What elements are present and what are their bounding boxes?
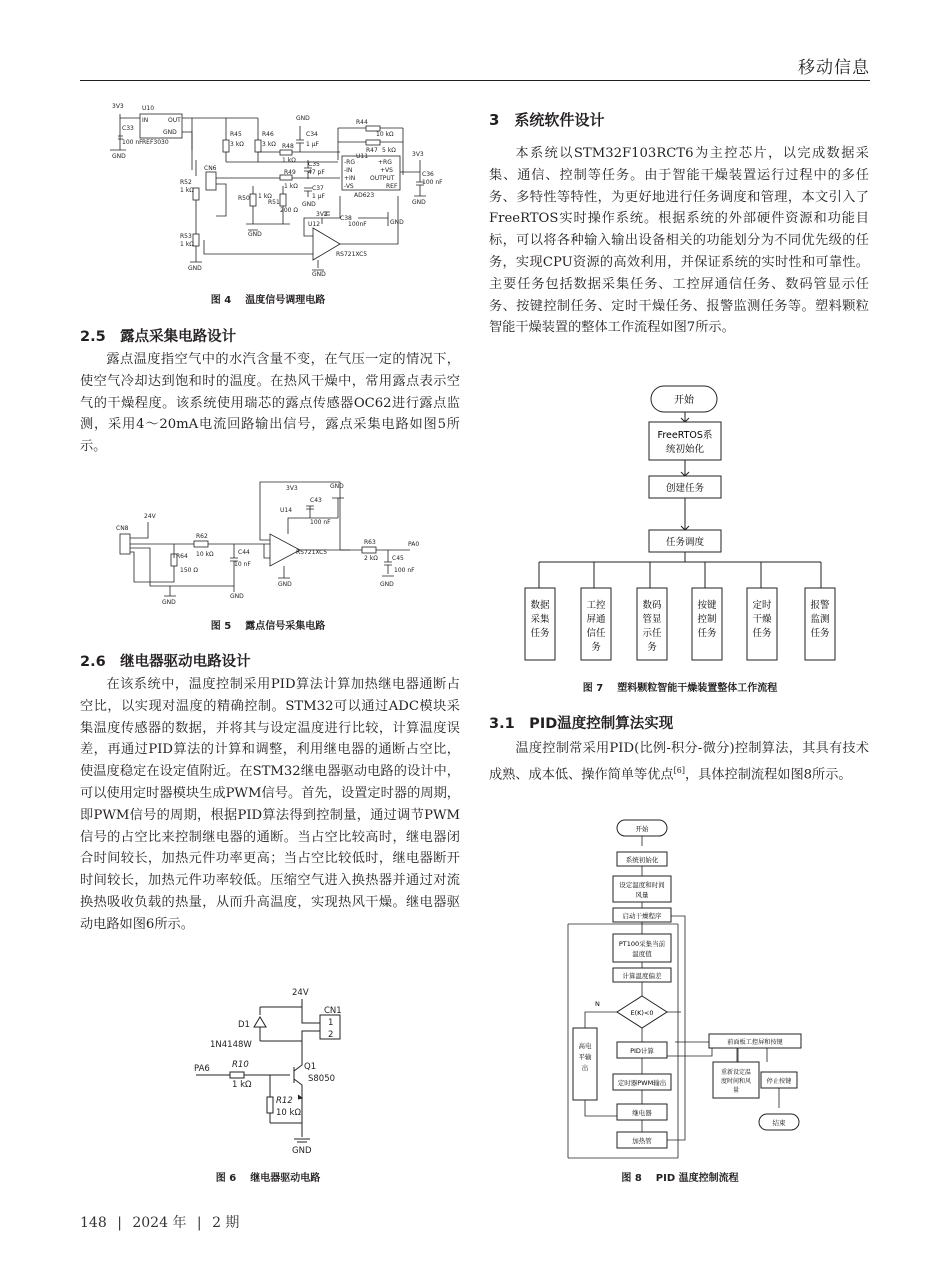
- fig8-step-1-text: 系统初始化: [625, 856, 659, 864]
- svg-text:C43: C43: [310, 497, 322, 504]
- figure-7-caption: [489, 679, 871, 694]
- svg-text:100 nF: 100 nF: [394, 567, 415, 574]
- svg-text:C44: C44: [238, 549, 250, 556]
- svg-text:CN6: CN6: [204, 165, 217, 172]
- figure-8-flowchart: [565, 816, 805, 1161]
- section-3-1-text-b: ，具体控制流程如图8所示。: [684, 767, 852, 783]
- svg-text:R48: R48: [282, 143, 294, 150]
- fig7-task-3-line-2: 管显: [642, 614, 662, 625]
- fig8-step-2-line-2: 风量: [635, 891, 649, 899]
- section-3-1-text: [489, 738, 869, 786]
- figure-8-title: PID 温度控制流程: [655, 1173, 739, 1184]
- fig8-high-level-line-1: 高电: [578, 1042, 592, 1050]
- figure-6-number: 图 6: [215, 1173, 237, 1184]
- fig7-task-6-line-2: 监测: [810, 614, 830, 625]
- svg-text:200 Ω: 200 Ω: [280, 207, 298, 214]
- figure-6-title: 继电器驱动电路: [250, 1173, 321, 1184]
- svg-text:GND: GND: [278, 581, 292, 588]
- svg-text:RS721XC5: RS721XC5: [296, 549, 328, 556]
- svg-text:IN: IN: [142, 117, 149, 124]
- svg-text:GND: GND: [312, 271, 326, 278]
- svg-text:R44: R44: [356, 119, 368, 126]
- section-2-6-text: 在该系统中，温度控制采用PID算法计算加热继电器通断占空比，以实现对温度的精确控制。STM32可以通过ADC模块采集温度传感器的数据，并将其与设定温度进行比较，计算温度误差，再通过PID算法的计算和调整，利用继电器的通断占空比，使温度稳定在设定值附近。在STM32继电器驱动电路的设计中，可以使用定时器模块生成PWM信号。首先，设置定时器的周期，即PWM信号的周期，根据PID算法得到控制量，通过调节PWM信号的占空比来控制继电器的通断。当占空比较高时，继电器闭合时间较长，加热元件功率更高；当占空比较低时，继电器断开时间较长，加热元件功率较低。压缩空气进入换热器并通过对流换热吸收负载的热量，从而升高温度，实现热风干燥。继电器驱动电路如图6所示。: [80, 677, 460, 932]
- fig8-high-level-line-2: 平输: [578, 1053, 592, 1061]
- svg-text:100 nF: 100 nF: [422, 179, 443, 186]
- svg-text:OUT: OUT: [168, 117, 181, 124]
- footer-issue: 2 期: [212, 1215, 240, 1231]
- svg-text:R62: R62: [196, 533, 208, 540]
- svg-text:10 kΩ: 10 kΩ: [276, 1108, 301, 1118]
- svg-text:3V3: 3V3: [316, 211, 328, 218]
- footer-separator-1: |: [117, 1215, 122, 1231]
- svg-text:R47: R47: [366, 147, 378, 154]
- svg-text:AD623: AD623: [354, 192, 375, 199]
- fig8-step-4-line-1: PT100采集当前: [618, 940, 666, 948]
- svg-text:1: 1: [328, 1018, 334, 1028]
- svg-text:R50: R50: [238, 195, 250, 202]
- fig8-step-3-text: 启动干燥程序: [622, 912, 662, 920]
- figure-5-number: 图 5: [210, 621, 232, 632]
- fig7-create-text: 创建任务: [665, 483, 705, 494]
- footer-year: 2024 年: [132, 1215, 187, 1231]
- svg-text:C33: C33: [122, 125, 134, 132]
- svg-text:1 kΩ: 1 kΩ: [282, 157, 296, 164]
- figure-4-title: 温度信号调理电路: [245, 295, 326, 306]
- footer-separator-2: |: [196, 1215, 202, 1231]
- figure-6-circuit: [190, 985, 360, 1157]
- svg-text:C36: C36: [422, 171, 434, 178]
- svg-text:D1: D1: [238, 1020, 250, 1030]
- svg-text:GND: GND: [412, 199, 426, 206]
- section-3-1-text-a: 温度控制常采用PID(比例-积分-微分)控制算法，其具有技术成熟、成本低、操作简单等优点: [489, 741, 869, 783]
- fig8-decision-text: E(K)<0: [630, 1009, 654, 1017]
- svg-text:1 kΩ: 1 kΩ: [284, 183, 298, 190]
- fig7-task-1-line-2: 采集: [530, 614, 550, 625]
- svg-text:5 kΩ: 5 kΩ: [382, 147, 396, 154]
- svg-text:3 kΩ: 3 kΩ: [262, 141, 276, 148]
- header-rule: [80, 80, 870, 81]
- page-footer: [80, 1212, 239, 1232]
- svg-text:2 kΩ: 2 kΩ: [364, 555, 378, 562]
- svg-text:GND: GND: [162, 599, 176, 606]
- figure-7-number: 图 7: [582, 683, 604, 694]
- svg-text:1N4148W: 1N4148W: [210, 1040, 252, 1050]
- fig8-step-heater-text: 加热管: [632, 1137, 652, 1145]
- fig7-task-2-line-2: 屏通: [586, 614, 606, 625]
- section-2-5-title: 2.5 露点采集电路设计: [80, 329, 237, 345]
- svg-text:C37: C37: [312, 185, 324, 192]
- svg-text:R45: R45: [230, 131, 242, 138]
- svg-text:150 Ω: 150 Ω: [180, 567, 198, 574]
- figure-5-circuit: [110, 478, 435, 608]
- svg-text:CN1: CN1: [324, 1006, 342, 1016]
- fig8-end-text: 结束: [772, 1119, 786, 1127]
- svg-text:100 nF: 100 nF: [310, 519, 331, 526]
- figure-4-number: 图 4: [210, 295, 232, 306]
- svg-text:U11: U11: [356, 153, 369, 160]
- svg-text:10 kΩ: 10 kΩ: [376, 131, 394, 138]
- fig8-reset-line-1: 重新设定温: [720, 1069, 752, 1076]
- fig7-schedule-text: 任务调度: [665, 537, 705, 548]
- fig8-start-text: 开始: [635, 825, 649, 833]
- fig8-step-pwm-text: 定时器PWM输出: [617, 1079, 667, 1087]
- svg-text:GND: GND: [380, 581, 394, 588]
- svg-text:1 kΩ: 1 kΩ: [180, 241, 194, 248]
- fig7-task-4-line-3: 任务: [697, 628, 717, 639]
- fig7-start-text: 开始: [674, 395, 694, 406]
- figure-5-caption: [80, 617, 456, 632]
- fig7-task-6-line-1: 报警: [810, 600, 830, 611]
- svg-text:2: 2: [328, 1030, 334, 1040]
- svg-text:GND: GND: [230, 593, 244, 600]
- fig8-step-2-line-1: 设定温度和时间: [619, 881, 665, 889]
- fig8-step-relay-text: 继电器: [632, 1109, 652, 1117]
- svg-text:REF3030: REF3030: [142, 139, 169, 146]
- journal-name: 移动信息: [798, 58, 870, 78]
- fig7-init-line-2: 统初始化: [665, 444, 705, 455]
- svg-text:100 nF: 100 nF: [122, 139, 143, 146]
- svg-text:Q1: Q1: [304, 1062, 317, 1072]
- fig7-task-5-line-1: 定时: [752, 600, 772, 611]
- fig8-no-label: N: [595, 1000, 600, 1008]
- section-3-1-title: 3.1 PID温度控制算法实现: [489, 716, 674, 732]
- svg-text:10 kΩ: 10 kΩ: [196, 551, 214, 558]
- svg-text:GND: GND: [296, 115, 310, 122]
- citation-6: [6]: [673, 765, 685, 775]
- svg-text:C35: C35: [308, 161, 320, 168]
- svg-text:GND: GND: [112, 153, 126, 160]
- svg-text:C45: C45: [392, 555, 404, 562]
- svg-text:GND: GND: [188, 265, 202, 272]
- svg-text:3V3: 3V3: [286, 485, 298, 492]
- fig8-step-pid-text: PID计算: [630, 1047, 654, 1055]
- figure-6-caption: [80, 1169, 456, 1184]
- fig7-task-5-line-2: 干燥: [752, 614, 772, 625]
- svg-text:R46: R46: [262, 131, 274, 138]
- svg-text:R64: R64: [176, 553, 188, 560]
- fig7-task-6-line-3: 任务: [810, 628, 830, 639]
- section-3-title: 3 系统软件设计: [489, 111, 605, 129]
- svg-text:GND: GND: [163, 129, 177, 136]
- svg-text:1 μF: 1 μF: [306, 141, 319, 148]
- fig7-task-2-line-1: 工控: [586, 600, 606, 611]
- svg-text:GND: GND: [248, 231, 262, 238]
- figure-8-number: 图 8: [621, 1173, 642, 1184]
- svg-text:24V: 24V: [144, 513, 156, 520]
- svg-text:1 kΩ: 1 kΩ: [180, 187, 194, 194]
- figure-8-caption: [489, 1169, 871, 1184]
- fig7-task-1-line-1: 数据: [530, 600, 550, 611]
- svg-text:-IN: -IN: [344, 167, 353, 174]
- svg-text:1 kΩ: 1 kΩ: [258, 193, 272, 200]
- svg-text:+RG: +RG: [378, 159, 392, 166]
- fig7-init-line-1: FreeRTOS系: [657, 430, 713, 441]
- svg-text:1 kΩ: 1 kΩ: [232, 1080, 252, 1090]
- page-number: 148: [80, 1215, 107, 1231]
- svg-text:R12: R12: [276, 1096, 293, 1106]
- svg-text:U10: U10: [142, 105, 155, 112]
- svg-text:PA0: PA0: [408, 541, 420, 548]
- figure-7-flowchart: [525, 382, 845, 662]
- svg-text:S8050: S8050: [308, 1074, 336, 1084]
- svg-text:R52: R52: [180, 179, 192, 186]
- svg-text:3V3: 3V3: [412, 151, 424, 158]
- figure-4-caption: [80, 291, 456, 306]
- fig8-panel-text: 前面板工控屏和按键: [727, 1039, 783, 1046]
- svg-text:GND: GND: [302, 201, 316, 208]
- svg-text:U12: U12: [308, 221, 321, 228]
- svg-text:+VS: +VS: [380, 167, 393, 174]
- fig8-high-level-line-3: 出: [581, 1064, 589, 1072]
- svg-text:47 pF: 47 pF: [308, 169, 325, 176]
- figure-5-title: 露点信号采集电路: [245, 621, 326, 632]
- fig8-step-4-line-2: 温度值: [632, 950, 652, 958]
- svg-text:CN8: CN8: [116, 525, 129, 532]
- section-3-text: 本系统以STM32F103RCT6为主控芯片，以完成数据采集、通信、控制等任务。由于智能干燥装置运行过程中的多任务、多特性等特性，为更好地进行任务调度和管理，本文引入了FreeRTOS实时操作系统。根据系统的外部硬件资源和功能目标，可以将各种输入输出设备相关的功能划分为不同优先级的任务，实现CPU资源的高效利用，并保证系统的实时性和可靠性。主要任务包括数据采集任务、工控屏通信任务、数码管显示任务、按键控制任务、定时干燥任务、报警监测任务等。塑料颗粒智能干燥装置的整体工作流程如图7所示。: [489, 146, 869, 336]
- svg-text:1 μF: 1 μF: [312, 193, 325, 200]
- svg-text:OUTPUT: OUTPUT: [370, 175, 395, 182]
- svg-text:GND: GND: [330, 483, 344, 490]
- svg-text:10 nF: 10 nF: [234, 561, 251, 568]
- svg-text:-VS: -VS: [344, 183, 354, 190]
- svg-text:-RG: -RG: [344, 159, 355, 166]
- fig7-task-4-line-2: 控制: [697, 614, 717, 625]
- svg-text:3 kΩ: 3 kΩ: [230, 141, 244, 148]
- figure-7-title: 塑料颗粒智能干燥装置整体工作流程: [617, 683, 778, 694]
- fig7-task-1-line-3: 任务: [530, 628, 550, 639]
- svg-text:100nF: 100nF: [348, 221, 367, 228]
- fig8-step-5-text: 计算温度偏差: [622, 972, 662, 980]
- section-2-6-title: 2.6 继电器驱动电路设计: [80, 654, 251, 670]
- svg-text:R51: R51: [268, 199, 280, 206]
- fig7-task-3-line-4: 务: [647, 642, 657, 653]
- svg-text:R53: R53: [180, 233, 192, 240]
- fig7-task-2-line-3: 信任: [586, 628, 606, 639]
- fig8-reset-line-2: 度时间和风: [720, 1078, 752, 1085]
- svg-text:RS721XC5: RS721XC5: [336, 251, 368, 258]
- svg-text:24V: 24V: [292, 988, 309, 998]
- svg-text:3V3: 3V3: [112, 103, 124, 110]
- fig7-task-2-line-4: 务: [591, 642, 601, 653]
- svg-text:R10: R10: [232, 1060, 249, 1070]
- svg-text:REF: REF: [386, 183, 398, 190]
- fig7-task-3-line-3: 示任: [642, 628, 662, 639]
- fig8-reset-line-3: 量: [732, 1087, 740, 1094]
- svg-text:C34: C34: [306, 131, 318, 138]
- svg-text:C38: C38: [340, 215, 352, 222]
- svg-text:GND: GND: [292, 1146, 312, 1156]
- fig7-task-4-line-1: 按键: [697, 600, 717, 611]
- fig7-task-5-line-3: 任务: [752, 628, 772, 639]
- section-2-5-text: 露点温度指空气中的水汽含量不变，在气压一定的情况下，使空气冷却达到饱和时的温度。在热风干燥中，常用露点表示空气的干燥程度。该系统使用瑞芯的露点传感器OC62进行露点监测，采用4～20mA电流回路输出信号，露点采集电路如图5所示。: [80, 352, 460, 455]
- svg-text:U14: U14: [280, 507, 293, 514]
- svg-text:PA6: PA6: [194, 1064, 210, 1074]
- fig7-task-3-line-1: 数码: [642, 600, 662, 611]
- svg-text:GND: GND: [390, 219, 404, 226]
- fig8-stop-text: 停止按键: [766, 1078, 792, 1085]
- svg-text:R63: R63: [364, 539, 376, 546]
- figure-4-circuit: [108, 100, 443, 278]
- svg-text:R49: R49: [284, 169, 296, 176]
- svg-text:+IN: +IN: [344, 175, 356, 182]
